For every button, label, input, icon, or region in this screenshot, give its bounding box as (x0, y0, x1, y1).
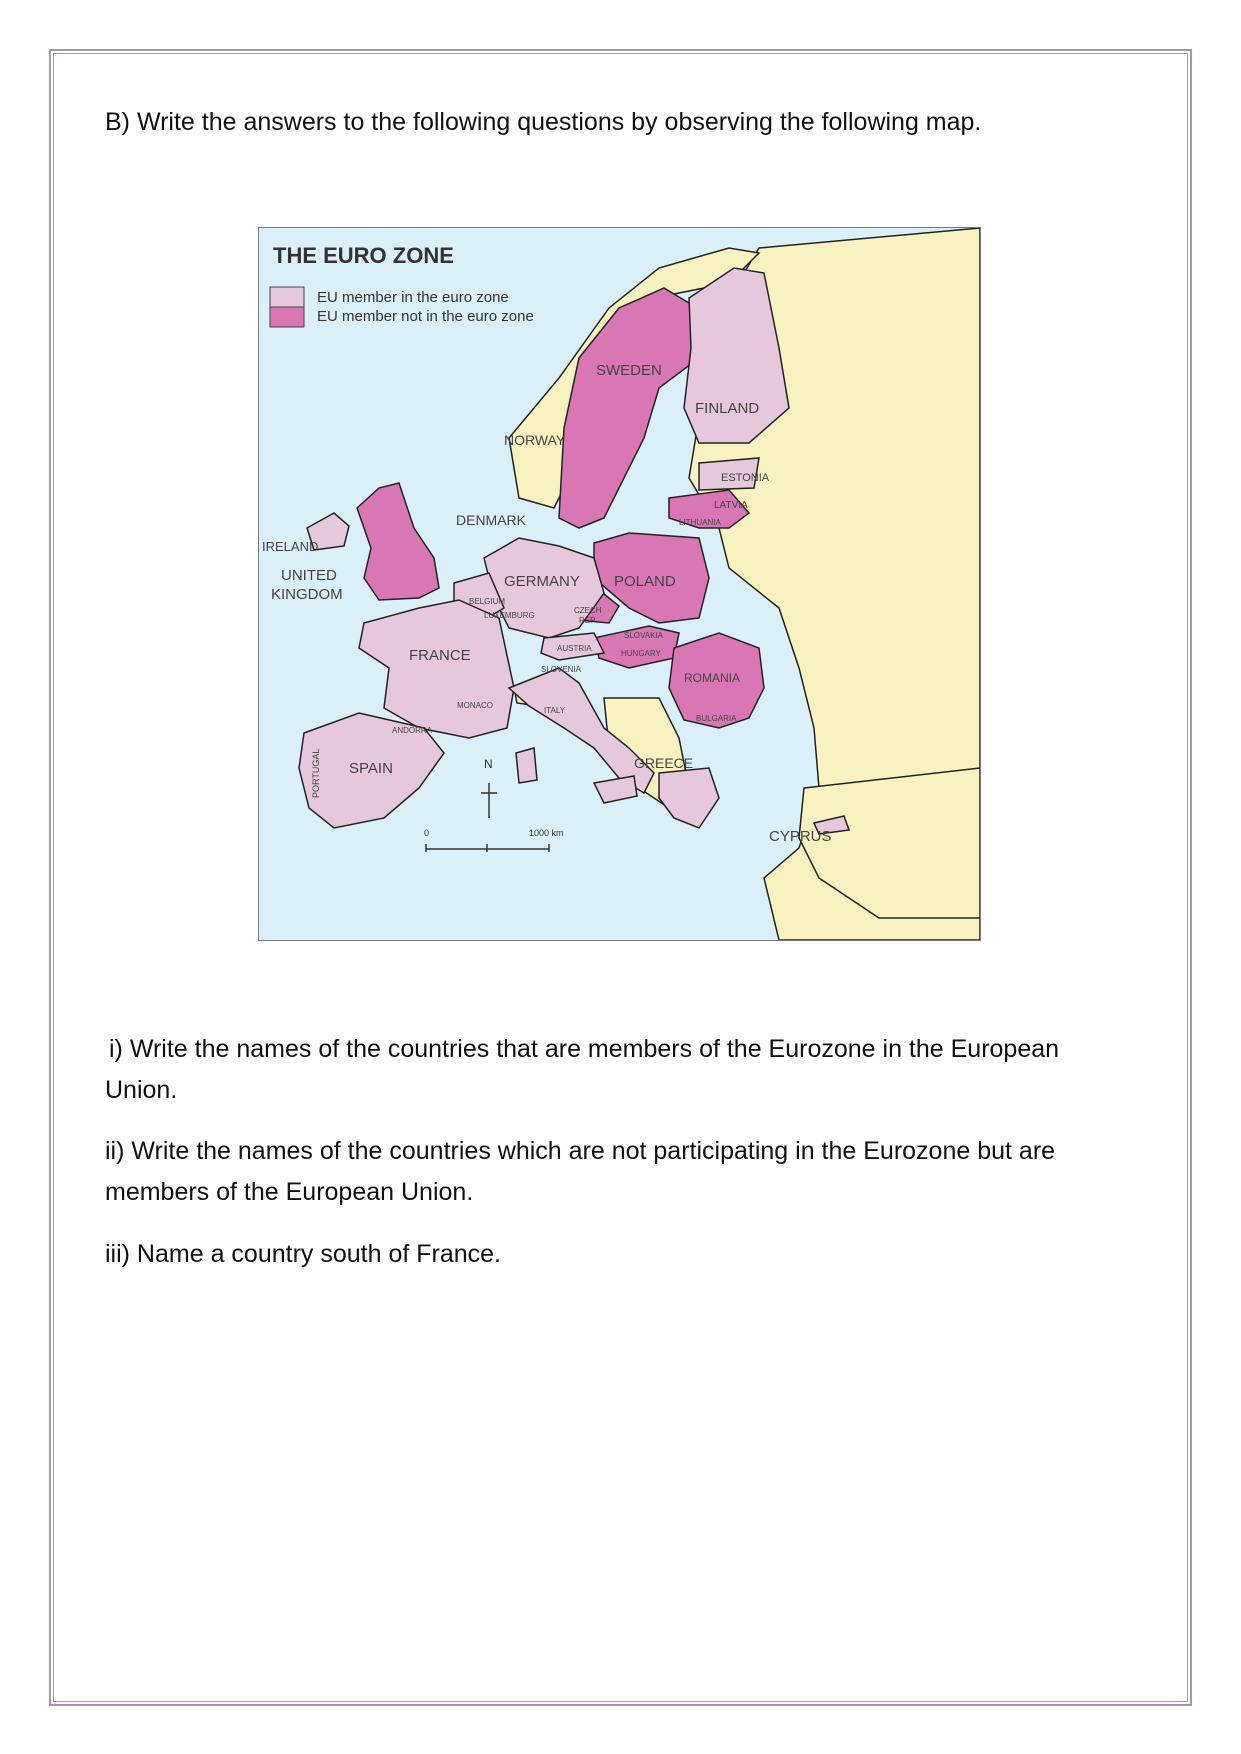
label-denmark: DENMARK (456, 512, 527, 528)
label-france: FRANCE (409, 647, 471, 664)
label-romania: ROMANIA (684, 671, 741, 685)
label-hungary: HUNGARY (621, 649, 661, 658)
label-czech-line1: CZECH (574, 606, 602, 615)
label-estonia: ESTONIA (721, 472, 770, 484)
legend-swatch-non-euro (270, 307, 304, 327)
label-belgium: BELGIUM (469, 597, 506, 606)
label-uk-line1: UNITED (281, 567, 337, 584)
label-monaco: MONACO (457, 701, 493, 710)
label-latvia: LATVIA (714, 500, 748, 511)
label-uk-line2: KINGDOM (271, 586, 343, 603)
label-andorra: ANDORRA (392, 726, 433, 735)
label-austria: AUSTRIA (557, 644, 592, 653)
euro-zone-map (258, 227, 981, 941)
land-sardinia (516, 748, 537, 783)
question-3: iii) Name a country south of France. (105, 1240, 501, 1268)
section-heading: B) Write the answers to the following questions by observing the following map. (105, 108, 982, 136)
label-sweden: SWEDEN (596, 362, 662, 379)
label-slovenia: SLOVENIA (541, 665, 582, 674)
label-poland: POLAND (614, 573, 676, 590)
scale-end: 1000 km (529, 828, 564, 838)
question-1: i) Write the names of the countries that are members of the Eurozone in the European Union. (105, 1035, 1060, 1104)
label-norway: NORWAY (504, 432, 566, 448)
label-slovakia: SLOVAKIA (624, 631, 663, 640)
label-luxemburg: LUXEMBURG (484, 611, 535, 620)
label-ireland: IRELAND (262, 539, 319, 554)
label-cyprus: CYPRUS (769, 828, 832, 845)
label-portugal: PORTUGAL (311, 748, 321, 798)
label-lithuania: LITHUANIA (679, 518, 721, 527)
label-germany: GERMANY (504, 573, 580, 590)
label-bulgaria: BULGARIA (696, 714, 737, 723)
label-greece: GREECE (634, 755, 694, 771)
scale-start: 0 (424, 828, 430, 838)
svg-text:N: N (484, 757, 493, 771)
legend-non-euro-label: EU member not in the euro zone (317, 308, 534, 325)
question-2: ii) Write the names of the countries which are not participating in the Eurozone but are members of the European Union. (105, 1137, 1056, 1206)
label-spain: SPAIN (349, 760, 393, 777)
legend-euro-label: EU member in the euro zone (317, 289, 509, 306)
label-finland: FINLAND (695, 400, 760, 417)
legend-swatch-euro (270, 287, 304, 307)
map-title: THE EURO ZONE (273, 243, 454, 268)
label-italy: ITALY (544, 706, 566, 715)
label-czech-line2: REP (579, 616, 596, 625)
